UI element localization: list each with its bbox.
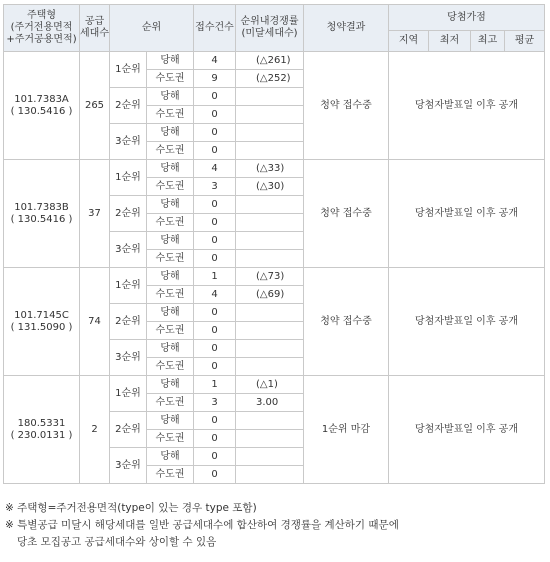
header-region: 지역: [389, 31, 429, 52]
competition-rate-cell: [236, 412, 304, 430]
subscription-result-cell: 청약 접수중: [304, 52, 389, 160]
competition-table: [3, 4, 545, 484]
rank-label-cell: 2순위: [110, 196, 147, 232]
competition-rate-cell: [236, 88, 304, 106]
region-category-cell: 수도권: [147, 430, 194, 448]
competition-rate-cell: [236, 196, 304, 214]
region-category-cell: 수도권: [147, 394, 194, 412]
region-category-cell: 당해: [147, 268, 194, 286]
competition-rate-cell: [236, 106, 304, 124]
competition-rate-cell: [236, 124, 304, 142]
header-competition: [236, 5, 304, 52]
subscription-result-cell: 1순위 마감: [304, 376, 389, 484]
table-body: [4, 52, 545, 484]
house-type-cell: [4, 376, 80, 484]
house-type-total-area: ( 131.5090 ): [10, 321, 73, 333]
rank-label-cell: 3순위: [110, 232, 147, 268]
competition-rate-cell: [236, 358, 304, 376]
header-supply-line1: 공급: [84, 16, 105, 27]
application-count-cell: 4: [194, 160, 236, 178]
supply-count-cell: 2: [80, 376, 110, 484]
competition-rate-cell: 3.00: [236, 394, 304, 412]
region-category-cell: 수도권: [147, 214, 194, 232]
competition-rate-cell: [236, 214, 304, 232]
competition-rate-cell: (△33): [236, 160, 304, 178]
competition-rate-cell: [236, 466, 304, 484]
application-count-cell: 0: [194, 430, 236, 448]
header-house-type-line1: 주택형: [27, 10, 56, 21]
competition-rate-cell: (△69): [236, 286, 304, 304]
note-special-supply-line1: ※ 특별공급 미달시 해당세대를 일반 공급세대수에 합산하여 경쟁률을 계산하기 때문에: [5, 519, 399, 531]
region-category-cell: 당해: [147, 304, 194, 322]
winning-score-cell: 당첨자발표일 이후 공개: [389, 376, 545, 484]
house-type-area: 101.7145C: [14, 309, 69, 321]
house-type-area: 180.5331: [17, 417, 66, 429]
table-row: [4, 268, 545, 286]
competition-rate-cell: [236, 304, 304, 322]
application-count-cell: 1: [194, 268, 236, 286]
application-count-cell: 0: [194, 196, 236, 214]
application-count-cell: 0: [194, 88, 236, 106]
region-category-cell: 당해: [147, 448, 194, 466]
house-type-cell: [4, 52, 80, 160]
rank-label-cell: 2순위: [110, 88, 147, 124]
region-category-cell: 수도권: [147, 106, 194, 124]
header-avg: 평균: [505, 31, 545, 52]
region-category-cell: 당해: [147, 52, 194, 70]
footnotes: [5, 500, 545, 551]
competition-rate-cell: (△261): [236, 52, 304, 70]
competition-rate-cell: [236, 448, 304, 466]
application-count-cell: 3: [194, 178, 236, 196]
application-count-cell: 1: [194, 376, 236, 394]
application-count-cell: 4: [194, 286, 236, 304]
header-house-type-line3: +주거공용면적): [6, 34, 77, 45]
rank-label-cell: 3순위: [110, 340, 147, 376]
rank-label-cell: 1순위: [110, 376, 147, 412]
supply-count-cell: 74: [80, 268, 110, 376]
header-max: 최고: [471, 31, 505, 52]
region-category-cell: 당해: [147, 376, 194, 394]
header-rank: 순위: [110, 5, 194, 52]
header-min: 최저: [429, 31, 471, 52]
region-category-cell: 수도권: [147, 142, 194, 160]
region-category-cell: 당해: [147, 160, 194, 178]
table-row: [4, 52, 545, 70]
house-type-cell: [4, 160, 80, 268]
region-category-cell: 수도권: [147, 466, 194, 484]
application-count-cell: 0: [194, 358, 236, 376]
header-house-type: [4, 5, 80, 52]
competition-rate-cell: (△73): [236, 268, 304, 286]
header-applications: 접수건수: [194, 5, 236, 52]
region-category-cell: 당해: [147, 196, 194, 214]
header-competition-line1: 순위내경쟁률: [240, 16, 299, 27]
application-count-cell: 3: [194, 394, 236, 412]
application-count-cell: 0: [194, 304, 236, 322]
winning-score-cell: 당첨자발표일 이후 공개: [389, 268, 545, 376]
rank-label-cell: 3순위: [110, 448, 147, 484]
competition-rate-cell: [236, 340, 304, 358]
application-count-cell: 0: [194, 232, 236, 250]
house-type-total-area: ( 130.5416 ): [10, 213, 73, 225]
header-winning-score: 당첨가점: [389, 5, 545, 31]
competition-rate-cell: (△30): [236, 178, 304, 196]
rank-label-cell: 1순위: [110, 52, 147, 88]
subscription-result-cell: 청약 접수중: [304, 160, 389, 268]
application-count-cell: 9: [194, 70, 236, 88]
supply-count-cell: 37: [80, 160, 110, 268]
competition-rate-cell: (△1): [236, 376, 304, 394]
table-header: [4, 5, 545, 52]
header-competition-line2: (미달세대수): [241, 28, 298, 39]
house-type-cell: [4, 268, 80, 376]
subscription-result-cell: 청약 접수중: [304, 268, 389, 376]
region-category-cell: 수도권: [147, 358, 194, 376]
application-count-cell: 0: [194, 340, 236, 358]
house-type-area: 101.7383A: [14, 93, 69, 105]
header-supply-line2: 세대수: [80, 28, 109, 39]
region-category-cell: 당해: [147, 340, 194, 358]
table-row: [4, 376, 545, 394]
rank-label-cell: 2순위: [110, 412, 147, 448]
competition-rate-cell: (△252): [236, 70, 304, 88]
competition-rate-cell: [236, 142, 304, 160]
region-category-cell: 수도권: [147, 70, 194, 88]
house-type-total-area: ( 130.5416 ): [10, 105, 73, 117]
header-house-type-line2: (주거전용면적: [10, 22, 73, 33]
application-count-cell: 0: [194, 214, 236, 232]
note-house-type: ※ 주택형=주거전용면적(type이 있는 경우 type 포함): [5, 502, 257, 514]
application-count-cell: 0: [194, 124, 236, 142]
competition-rate-cell: [236, 430, 304, 448]
application-count-cell: 0: [194, 412, 236, 430]
house-type-area: 101.7383B: [14, 201, 69, 213]
header-supply-count: [80, 5, 110, 52]
house-type-total-area: ( 230.0131 ): [10, 429, 73, 441]
supply-count-cell: 265: [80, 52, 110, 160]
winning-score-cell: 당첨자발표일 이후 공개: [389, 52, 545, 160]
rank-label-cell: 2순위: [110, 304, 147, 340]
region-category-cell: 당해: [147, 232, 194, 250]
competition-rate-cell: [236, 250, 304, 268]
rank-label-cell: 3순위: [110, 124, 147, 160]
application-count-cell: 4: [194, 52, 236, 70]
note-special-supply-line2: 당초 모집공고 공급세대수와 상이할 수 있음: [17, 536, 217, 548]
application-count-cell: 0: [194, 448, 236, 466]
header-result: 청약결과: [304, 5, 389, 52]
rank-label-cell: 1순위: [110, 160, 147, 196]
competition-rate-cell: [236, 322, 304, 340]
rank-label-cell: 1순위: [110, 268, 147, 304]
region-category-cell: 당해: [147, 124, 194, 142]
application-count-cell: 0: [194, 142, 236, 160]
application-count-cell: 0: [194, 322, 236, 340]
application-count-cell: 0: [194, 466, 236, 484]
competition-rate-cell: [236, 232, 304, 250]
table-row: [4, 160, 545, 178]
region-category-cell: 수도권: [147, 178, 194, 196]
winning-score-cell: 당첨자발표일 이후 공개: [389, 160, 545, 268]
application-count-cell: 0: [194, 106, 236, 124]
region-category-cell: 당해: [147, 88, 194, 106]
application-count-cell: 0: [194, 250, 236, 268]
region-category-cell: 수도권: [147, 286, 194, 304]
region-category-cell: 당해: [147, 412, 194, 430]
region-category-cell: 수도권: [147, 250, 194, 268]
region-category-cell: 수도권: [147, 322, 194, 340]
